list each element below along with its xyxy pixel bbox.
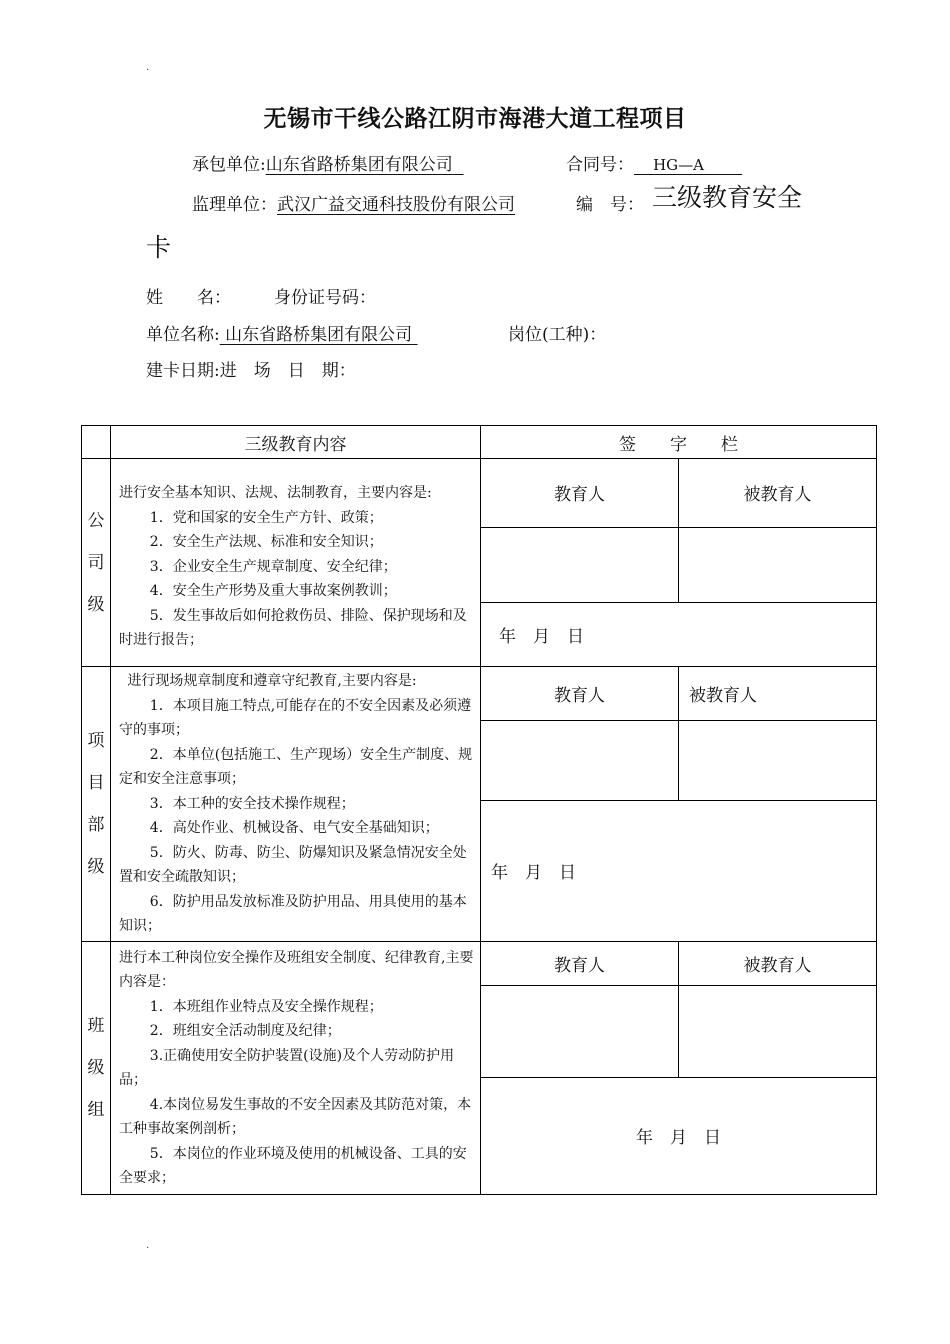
list-item: 3．本工种的安全技术操作规程； (149, 795, 355, 812)
sign-date[interactable]: 年 月 日 (491, 862, 576, 883)
level-char: 班 (87, 1015, 105, 1036)
level-char: 公 (87, 510, 105, 531)
list-item: 1．本项目施工特点,可能存在的不安全因素及必须遵守的事项； (119, 697, 472, 738)
corner-cell (82, 426, 111, 459)
project-content (111, 667, 481, 942)
unit-value: 山东省路桥集团有限公司 (225, 325, 413, 345)
contract-no-value: HG—A (653, 156, 704, 174)
company-content (111, 459, 481, 667)
educator-signature[interactable] (481, 986, 679, 1078)
level-company (82, 459, 111, 667)
intro-text: 进行安全基本知识、法规、法制教育，主要内容是: (119, 485, 432, 501)
sign-date[interactable]: 年 月 日 (499, 626, 584, 647)
educatee-label: 被教育人 (679, 667, 877, 720)
team-sign (481, 941, 877, 1194)
level-project (82, 667, 111, 942)
supervisor-value: 武汉广益交通科技股份有限公司 (277, 195, 515, 215)
sign-date[interactable]: 年 月 日 (636, 1128, 721, 1149)
intro-text: 进行本工种岗位安全操作及班组安全制度、纪律教育,主要内容是： (119, 949, 474, 990)
list-item: 5．防火、防毒、防尘、防爆知识及紧急情况安全处置和安全疏散知识； (119, 844, 467, 885)
project-sign (481, 667, 877, 942)
list-item: 4.本岗位易发生事故的不安全因素及其防范对策，本 工种事故案例剖析； (119, 1096, 472, 1137)
sign-header: 签 字 栏 (481, 426, 877, 459)
team-content (111, 941, 481, 1194)
list-item: 2．安全生产法规、标准和安全知识； (149, 534, 383, 550)
page-mark: . (146, 1240, 150, 1251)
level-char: 组 (87, 1099, 105, 1120)
level-char: 级 (87, 594, 105, 615)
unit-line (146, 320, 418, 345)
level-char: 目 (87, 772, 105, 793)
educator-signature[interactable] (481, 720, 679, 800)
list-item: 5．发生事故后如何抢救伤员、排险、保护现场和及时进行报告； (119, 607, 467, 648)
supervisor-label: 监理单位： (192, 195, 277, 215)
level-char: 级 (87, 1057, 105, 1078)
list-item: 3．企业安全生产规章制度、安全纪律； (149, 558, 397, 575)
page-mark: . (146, 62, 150, 73)
serial-label: 编 号： (576, 195, 644, 215)
supervisor-line (192, 190, 515, 215)
level-char: 级 (87, 856, 105, 877)
level-char: 部 (87, 814, 105, 835)
list-item: 4．高处作业、机械设备、电气安全基础知识； (149, 820, 439, 836)
post-label: 岗位(工种)： (508, 325, 607, 345)
contractor-label: 承包单位: (192, 155, 266, 175)
card-title: 三级教育安全 (652, 183, 803, 212)
education-table (81, 425, 877, 1195)
level-team (82, 941, 111, 1194)
level-char: 司 (87, 552, 105, 573)
list-item: 4．安全生产形势及重大事故案例教训； (149, 583, 397, 599)
educatee-label: 被教育人 (679, 459, 877, 527)
educator-label: 教育人 (481, 942, 679, 986)
educatee-signature[interactable] (679, 720, 877, 800)
content-header: 三级教育内容 (111, 426, 481, 459)
educator-label: 教育人 (481, 459, 679, 527)
intro-text: 进行现场规章制度和遵章守纪教育,主要内容是: (127, 673, 417, 689)
educator-label: 教育人 (481, 667, 679, 720)
company-sign (481, 459, 877, 667)
list-item: 6．防护用品发放标准及防护用品、用具使用的基本知识； (119, 893, 467, 934)
contract-no-label: 合同号： (566, 155, 634, 175)
name-label: 姓 名： (146, 288, 231, 308)
list-item: 1．党和国家的安全生产方针、政策； (149, 509, 383, 526)
educatee-signature[interactable] (679, 986, 877, 1078)
educatee-signature[interactable] (679, 527, 877, 602)
unit-label: 单位名称: (146, 325, 220, 345)
list-item: 2．班组安全活动制度及纪律； (149, 1023, 341, 1039)
id-label: 身份证号码： (274, 288, 376, 308)
level-char: 项 (87, 730, 105, 751)
card-title-cont: 卡 (146, 233, 172, 262)
document-title: 无锡市干线公路江阴市海港大道工程项目 (263, 106, 687, 132)
list-item: 2．本单位(包括施工、生产现场）安全生产制度、规定和安全注意事项； (119, 746, 473, 787)
educatee-label: 被教育人 (679, 942, 877, 986)
list-item: 5．本岗位的作业环境及使用的机械设备、工具的安全要求； (119, 1145, 467, 1186)
date-label: 建卡日期:进 场 日 期： (146, 361, 356, 381)
educator-signature[interactable] (481, 527, 679, 602)
list-item: 1．本班组作业特点及安全操作规程； (149, 998, 383, 1015)
contract-no-line (566, 150, 742, 175)
list-item: 3.正确使用安全防护装置(设施)及个人劳动防护用品； (119, 1047, 455, 1088)
contractor-line (192, 150, 464, 175)
contractor-value: 山东省路桥集团有限公司 (265, 155, 453, 175)
